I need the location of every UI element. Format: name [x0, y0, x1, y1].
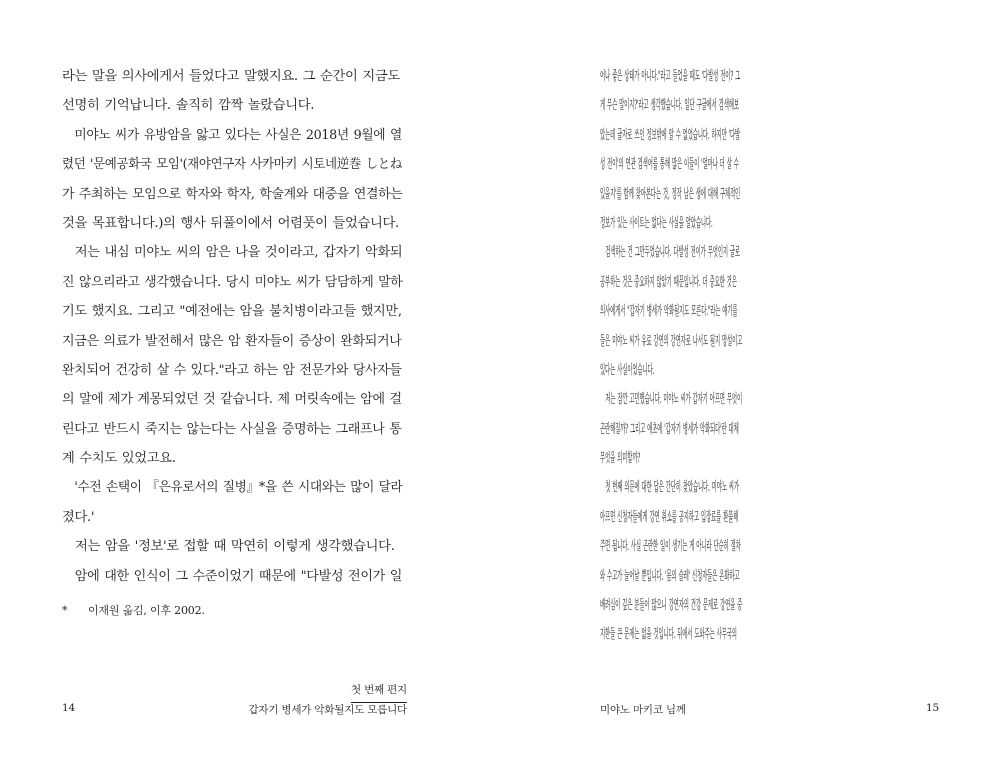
- right-page-body: [600, 62, 1000, 650]
- running-title-right: 미야노 마키코 님께: [600, 704, 686, 716]
- text-line: 계 수치도 있었고요.: [62, 451, 176, 467]
- running-header-chapter: 첫 번째 편지: [351, 682, 407, 703]
- footnote: [62, 602, 205, 618]
- text-line: 저는 암을 '정보'로 접할 때 막연히 이렇게 생각했습니다.: [62, 539, 395, 555]
- text-line: 지한들 큰 문제는 없을 것입니다. 뒤에서 도와주는 사무국의: [600, 627, 737, 643]
- text-line: 린다고 반드시 죽지는 않는다는 사실을 증명하는 그래프나 통: [62, 421, 402, 437]
- text-line: 성 전이'의 연관 검색어를 통해 많은 이들이 '얼마나 더 살 수: [600, 157, 739, 173]
- right-page: [500, 0, 1000, 759]
- text-line: 저는 내심 미야노 씨의 암은 나을 것이라고, 갑자기 악화되: [62, 245, 403, 261]
- text-line: 무엇을 의미할까?: [600, 451, 641, 467]
- left-page-body: [62, 62, 402, 591]
- text-line: 있을지'를 함께 찾아본다는 것, 정작 남은 생에 대해 구체적인: [600, 186, 741, 202]
- text-line: 라는 말을 의사에게서 들었다고 말했지요. 그 순간이 지금도: [62, 69, 400, 84]
- page-number-right: 15: [926, 702, 939, 714]
- text-line: 곤란해질까? 그리고 애초에 '갑자기 병세가 악화되다'란 대체: [600, 421, 739, 437]
- text-line: 와 수고가 늘어날 뿐입니다. '몸의 슬레' 신청자들은 온화하고: [600, 568, 740, 584]
- text-line: 가 주최하는 모임으로 학자와 학자, 학술계와 대중을 연결하는: [62, 186, 403, 202]
- text-line: 정보가 있는 사이트는 없다는 사실을 알았습니다.: [600, 215, 713, 231]
- text-line: 의사에게서 "갑자기 병세가 악화될지도 모른다."라는 얘기를: [600, 304, 738, 320]
- text-line: 첫 번째 의문에 대한 답은 간단히 찾았습니다. 미야노 씨가: [600, 480, 739, 496]
- text-line: 지금은 의료가 발전해서 많은 암 환자들이 증상이 완화되거나: [62, 333, 402, 349]
- page-number-left: 14: [62, 702, 75, 714]
- text-line: 기도 했지요. 그리고 "예전에는 암을 불치병이라고들 했지만,: [62, 304, 402, 320]
- text-line: 렸던 '문예공화국 모임'(재야연구자 사카마키 시토네逆巻 しとね: [62, 157, 402, 173]
- text-line: 암에 대한 인식이 그 수준이었기 때문에 "다발성 전이가 일: [62, 568, 403, 584]
- footnote-mark: *: [62, 604, 68, 617]
- text-line: 선명히 기억납니다. 솔직히 깜짝 놀랐습니다.: [62, 98, 315, 114]
- text-line: 완치되어 건강히 살 수 있다."라고 하는 암 전문가와 당사자들: [62, 362, 402, 378]
- text-line: 것을 목표합니다.)의 행사 뒤풀이에서 어렴풋이 들었습니다.: [62, 215, 399, 231]
- text-line: 들은 미야노 씨가 유료 강연의 강연자로 나서도 될지 망설이고: [600, 333, 743, 349]
- text-line: 검색하는 건 그만두었습니다. 다발성 전이가 무엇인지 글로: [600, 245, 741, 261]
- text-line: 의 말에 제가 계몽되었던 것 같습니다. 제 머릿속에는 암에 걸: [62, 392, 402, 408]
- text-line: 게 무슨 말이지?'라고 생각했습니다. 일단 구글에서 검색해보: [600, 98, 739, 114]
- running-title-left: 갑자기 병세가 악화될지도 모릅니다: [248, 704, 407, 716]
- text-line: 공부하는 것은 중요하지 않았기 때문입니다. 더 중요한 것은: [600, 274, 737, 290]
- text-line: 졌다.': [62, 509, 95, 525]
- footnote-text: 이재원 옮김, 이후 2002.: [88, 604, 205, 617]
- text-line: 배려심이 깊은 분들이 많으니 강연자의 건강 문제로 강연을 중: [600, 598, 743, 614]
- text-line: 아프면 신청자들에게 강연 취소를 공지하고 입장료를 환불해: [600, 509, 739, 525]
- text-line: 있다는 사실이었습니다.: [600, 362, 655, 378]
- text-line: '수전 손택이 『은유로서의 질병』*을 쓴 시대와는 많이 달라: [62, 480, 403, 496]
- text-line: 어나 좋은 상태가 아니다."라고 들었을 때도 '다발성 전이? 그: [600, 69, 741, 84]
- text-line: 았는데 글자로 쓰인 정보밖에 알 수 없었습니다. 하지만 '다발: [600, 127, 741, 143]
- text-line: 주면 됩니다. 사실 곤란한 일이 생기는 게 아니라 단순히 절차: [600, 539, 741, 555]
- text-line: 저는 잠깐 고민했습니다. 미야노 씨가 갑자기 아프면 무엇이: [600, 392, 743, 408]
- text-line: 진 않으리라고 생각했습니다. 당시 미야노 씨가 담담하게 말하: [62, 274, 403, 290]
- text-line: 미야노 씨가 유방암을 앓고 있다는 사실은 2018년 9월에 열: [62, 127, 402, 143]
